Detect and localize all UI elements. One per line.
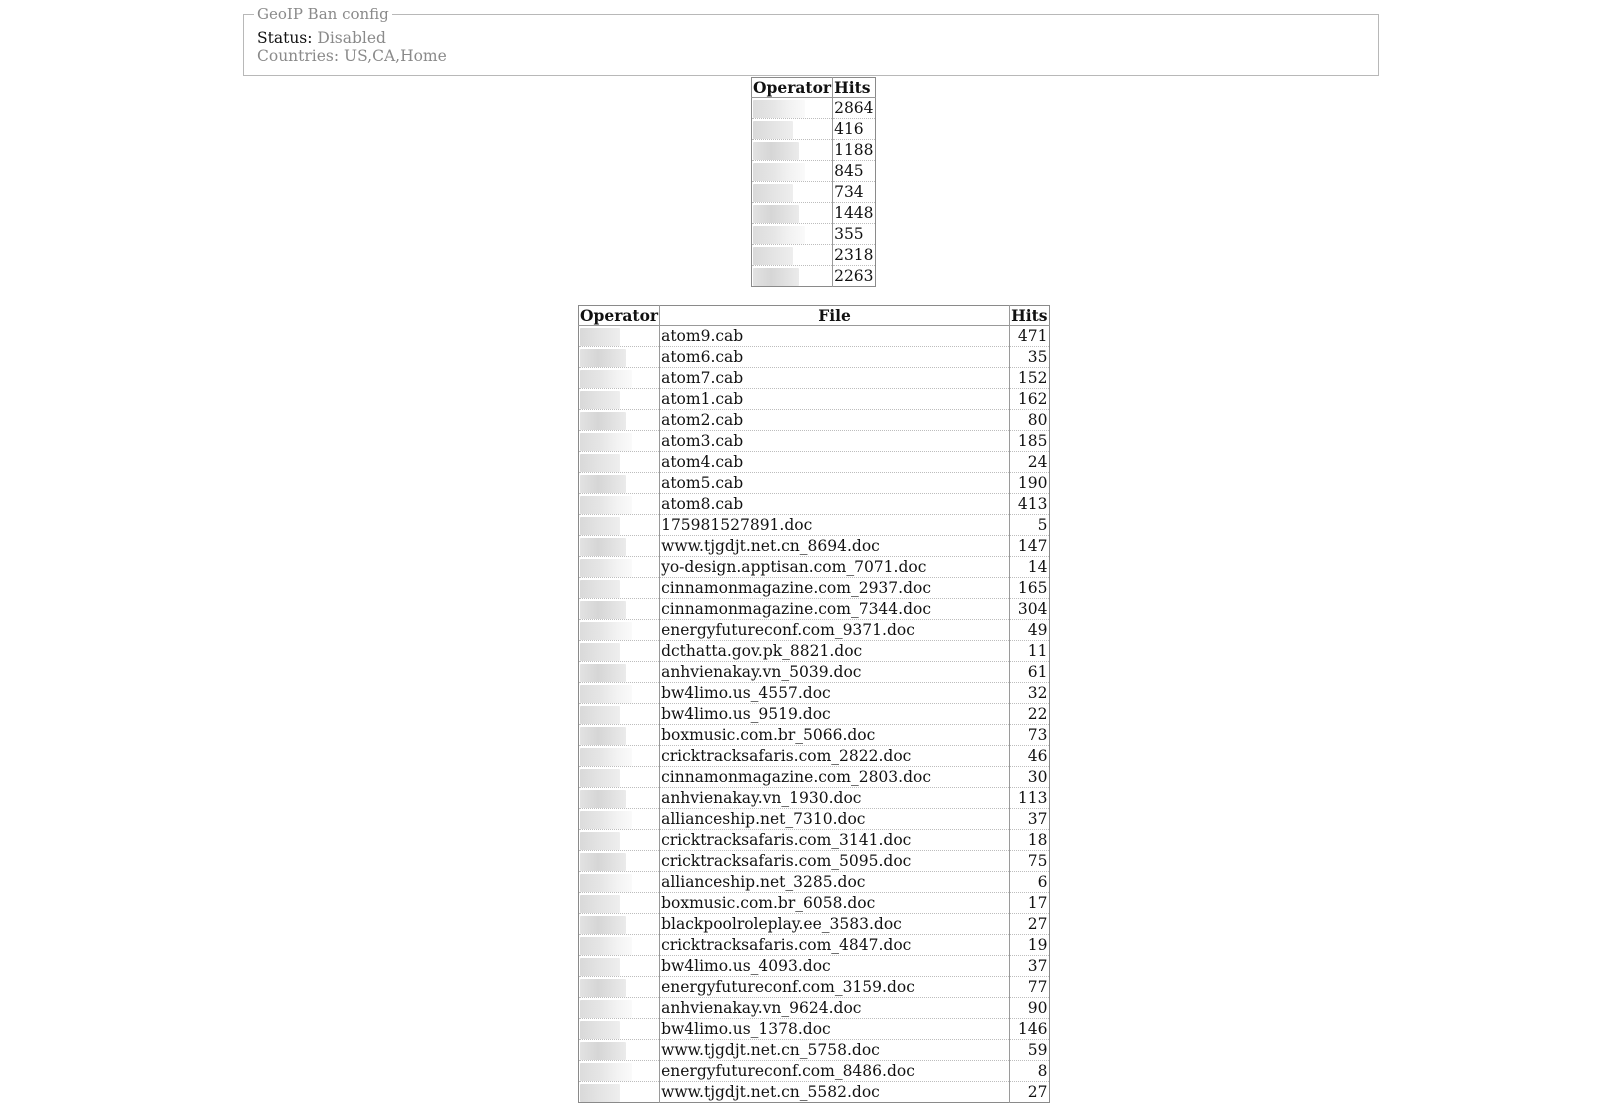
operator-cell [579, 662, 660, 683]
operator-cell [579, 767, 660, 788]
redacted-operator-name [580, 643, 620, 661]
operator-cell [579, 1040, 660, 1061]
table-row [579, 536, 1050, 557]
hits-cell: 73 [1010, 725, 1049, 746]
hits-cell: 61 [1010, 662, 1049, 683]
operator-cell [752, 161, 833, 182]
file-cell: atom5.cab [660, 473, 1010, 494]
hits-cell: 46 [1010, 746, 1049, 767]
redacted-operator-name [580, 874, 632, 892]
file-cell: cricktracksafaris.com_5095.doc [660, 851, 1010, 872]
file-cell: atom8.cab [660, 494, 1010, 515]
table-row [579, 1082, 1050, 1103]
operator-cell [579, 998, 660, 1019]
table-row [579, 431, 1050, 452]
redacted-operator-name [580, 412, 626, 430]
operator-cell [579, 683, 660, 704]
redacted-operator-name [580, 916, 626, 934]
redacted-operator-name [580, 496, 632, 514]
table-row [579, 788, 1050, 809]
geoip-panel-legend: GeoIP Ban config [254, 6, 392, 23]
operator-cell [579, 914, 660, 935]
redacted-operator-name [753, 142, 799, 160]
file-cell: atom1.cab [660, 389, 1010, 410]
geoip-countries-row [257, 47, 447, 65]
redacted-operator-name [580, 1063, 632, 1081]
redacted-operator-name [753, 163, 805, 181]
file-cell: yo-design.apptisan.com_7071.doc [660, 557, 1010, 578]
table-row [579, 641, 1050, 662]
hits-cell: 11 [1010, 641, 1049, 662]
table-row [579, 662, 1050, 683]
redacted-operator-name [580, 664, 626, 682]
column-header-hits: Hits [833, 78, 875, 98]
file-cell: atom9.cab [660, 326, 1010, 347]
file-cell: www.tjgdjt.net.cn_5758.doc [660, 1040, 1010, 1061]
table-row [579, 683, 1050, 704]
hits-cell: 18 [1010, 830, 1049, 851]
hits-cell: 147 [1010, 536, 1049, 557]
redacted-operator-name [580, 622, 632, 640]
status-label: Status: [257, 29, 313, 47]
file-cell: www.tjgdjt.net.cn_5582.doc [660, 1082, 1010, 1103]
table-row [752, 140, 876, 161]
hits-cell: 2263 [834, 267, 874, 285]
table-row [579, 1061, 1050, 1082]
table-row [579, 620, 1050, 641]
file-cell: allianceship.net_7310.doc [660, 809, 1010, 830]
table-row [579, 473, 1050, 494]
table-row [579, 767, 1050, 788]
hits-cell: 5 [1010, 515, 1049, 536]
redacted-operator-name [580, 811, 632, 829]
redacted-operator-name [580, 538, 626, 556]
redacted-operator-name [753, 247, 793, 265]
table-row [752, 161, 876, 182]
hits-cell: 37 [1010, 956, 1049, 977]
file-cell: energyfutureconf.com_3159.doc [660, 977, 1010, 998]
operator-cell [579, 515, 660, 536]
hits-cell: 1188 [834, 141, 874, 159]
operator-cell [752, 203, 833, 224]
file-cell: allianceship.net_3285.doc [660, 872, 1010, 893]
file-cell: boxmusic.com.br_5066.doc [660, 725, 1010, 746]
redacted-operator-name [580, 853, 626, 871]
table-row [579, 368, 1050, 389]
redacted-operator-name [753, 184, 793, 202]
table-row [579, 725, 1050, 746]
operator-cell [579, 1019, 660, 1040]
operator-cell [579, 809, 660, 830]
redacted-operator-name [580, 937, 632, 955]
hits-cell: 2864 [834, 99, 874, 117]
redacted-operator-name [580, 727, 626, 745]
operator-cell [579, 452, 660, 473]
table-row [579, 452, 1050, 473]
file-cell: anhvienakay.vn_1930.doc [660, 788, 1010, 809]
countries-value: US,CA,Home [344, 47, 447, 65]
redacted-operator-name [580, 832, 620, 850]
file-cell: atom4.cab [660, 452, 1010, 473]
column-header-operator: Operator [753, 77, 832, 97]
operator-cell [579, 536, 660, 557]
file-cell: cinnamonmagazine.com_2937.doc [660, 578, 1010, 599]
table-row [579, 893, 1050, 914]
table-row [579, 1019, 1050, 1040]
redacted-operator-name [580, 433, 632, 451]
redacted-operator-name [580, 790, 626, 808]
redacted-operator-name [580, 1042, 626, 1060]
geoip-status-row [257, 29, 386, 47]
operator-cell [579, 326, 660, 347]
hits-cell: 90 [1010, 998, 1049, 1019]
operator-cell [579, 788, 660, 809]
redacted-operator-name [580, 580, 620, 598]
hits-cell: 845 [833, 161, 875, 182]
redacted-operator-name [580, 979, 626, 997]
file-cell: cricktracksafaris.com_4847.doc [660, 935, 1010, 956]
table-row [579, 830, 1050, 851]
operator-cell [752, 266, 833, 287]
table-row [752, 224, 876, 245]
operator-cell [752, 245, 833, 266]
hits-cell: 22 [1010, 704, 1049, 725]
countries-label: Countries: [257, 47, 340, 65]
redacted-operator-name [753, 205, 799, 223]
operator-cell [579, 389, 660, 410]
file-cell: cricktracksafaris.com_2822.doc [660, 746, 1010, 767]
hits-cell: 59 [1010, 1040, 1049, 1061]
table-row [579, 599, 1050, 620]
redacted-operator-name [580, 559, 632, 577]
file-cell: anhvienakay.vn_5039.doc [660, 662, 1010, 683]
hits-cell: 80 [1010, 410, 1049, 431]
table-header-row [752, 78, 876, 98]
hits-cell: 77 [1010, 977, 1049, 998]
operator-cell [579, 830, 660, 851]
table-row [579, 515, 1050, 536]
column-header-hits: Hits [1011, 305, 1048, 325]
table-header-row [579, 306, 1050, 326]
redacted-operator-name [753, 226, 805, 244]
table-row [579, 389, 1050, 410]
redacted-operator-name [580, 895, 620, 913]
hits-cell: 190 [1010, 473, 1049, 494]
redacted-operator-name [580, 328, 620, 346]
operator-cell [579, 851, 660, 872]
operator-cell [579, 557, 660, 578]
redacted-operator-name [580, 769, 620, 787]
hits-cell: 32 [1010, 683, 1049, 704]
operator-hits-table [751, 77, 876, 287]
operator-cell [579, 368, 660, 389]
table-row [579, 956, 1050, 977]
operator-cell [579, 494, 660, 515]
hits-cell: 2318 [834, 246, 874, 264]
redacted-operator-name [580, 1000, 632, 1018]
column-header-file: File [660, 306, 1010, 326]
status-value: Disabled [317, 29, 386, 47]
table-row [752, 182, 876, 203]
operator-cell [579, 347, 660, 368]
file-cell: cinnamonmagazine.com_2803.doc [660, 767, 1010, 788]
operator-cell [579, 893, 660, 914]
hits-cell: 6 [1010, 872, 1049, 893]
redacted-operator-name [580, 706, 620, 724]
file-cell: cricktracksafaris.com_3141.doc [660, 830, 1010, 851]
geoip-ban-config-panel [243, 5, 1379, 76]
hits-cell: 152 [1010, 368, 1049, 389]
file-cell: energyfutureconf.com_9371.doc [660, 620, 1010, 641]
hits-cell: 37 [1010, 809, 1049, 830]
table-row [752, 203, 876, 224]
redacted-operator-name [580, 601, 626, 619]
table-row [579, 494, 1050, 515]
hits-cell: 162 [1010, 389, 1049, 410]
table-row [579, 1040, 1050, 1061]
table-row [579, 557, 1050, 578]
operator-cell [579, 956, 660, 977]
hits-cell: 24 [1010, 452, 1049, 473]
table-row [579, 935, 1050, 956]
operator-cell [752, 140, 833, 161]
table-row [579, 578, 1050, 599]
operator-cell [752, 224, 833, 245]
redacted-operator-name [753, 268, 799, 286]
operator-cell [579, 473, 660, 494]
hits-cell: 8 [1010, 1061, 1049, 1082]
file-hits-table [578, 305, 1050, 1103]
operator-cell [579, 746, 660, 767]
file-cell: cinnamonmagazine.com_7344.doc [660, 599, 1010, 620]
hits-cell: 113 [1010, 788, 1049, 809]
file-cell: boxmusic.com.br_6058.doc [660, 893, 1010, 914]
redacted-operator-name [580, 370, 632, 388]
file-cell: bw4limo.us_9519.doc [660, 704, 1010, 725]
file-cell: bw4limo.us_4093.doc [660, 956, 1010, 977]
table-row [752, 266, 876, 287]
hits-cell: 355 [833, 224, 875, 245]
hits-cell: 734 [833, 182, 875, 203]
hits-cell: 413 [1010, 494, 1049, 515]
table-row [579, 851, 1050, 872]
operator-cell [579, 578, 660, 599]
file-cell: blackpoolroleplay.ee_3583.doc [660, 914, 1010, 935]
redacted-operator-name [580, 1021, 620, 1039]
operator-cell [579, 599, 660, 620]
table-row [752, 245, 876, 266]
operator-cell [752, 98, 833, 119]
hits-cell: 49 [1010, 620, 1049, 641]
table-row [579, 809, 1050, 830]
file-cell: atom6.cab [660, 347, 1010, 368]
file-table-body [579, 326, 1050, 1103]
table-row [579, 704, 1050, 725]
operator-cell [579, 935, 660, 956]
table-row [579, 410, 1050, 431]
hits-cell: 185 [1010, 431, 1049, 452]
redacted-operator-name [580, 475, 626, 493]
operator-cell [579, 641, 660, 662]
hits-cell: 14 [1010, 557, 1049, 578]
operator-cell [579, 410, 660, 431]
redacted-operator-name [580, 517, 620, 535]
table-row [579, 746, 1050, 767]
hits-cell: 304 [1010, 599, 1049, 620]
table-row [579, 977, 1050, 998]
hits-cell: 27 [1010, 914, 1049, 935]
file-cell: 175981527891.doc [660, 515, 1010, 536]
redacted-operator-name [580, 349, 626, 367]
operator-cell [752, 182, 833, 203]
operator-table-body [752, 98, 876, 287]
hits-cell: 416 [833, 119, 875, 140]
table-row [752, 98, 876, 119]
file-cell: bw4limo.us_1378.doc [660, 1019, 1010, 1040]
table-row [579, 326, 1050, 347]
column-header-operator: Operator [580, 305, 659, 325]
hits-cell: 165 [1010, 578, 1049, 599]
file-cell: www.tjgdjt.net.cn_8694.doc [660, 536, 1010, 557]
redacted-operator-name [580, 958, 620, 976]
file-cell: atom2.cab [660, 410, 1010, 431]
table-row [579, 914, 1050, 935]
hits-cell: 471 [1010, 326, 1049, 347]
redacted-operator-name [580, 391, 620, 409]
operator-cell [579, 704, 660, 725]
hits-cell: 30 [1010, 767, 1049, 788]
hits-cell: 19 [1010, 935, 1049, 956]
table-row [579, 998, 1050, 1019]
hits-cell: 146 [1010, 1019, 1049, 1040]
hits-cell: 35 [1010, 347, 1049, 368]
file-cell: atom3.cab [660, 431, 1010, 452]
redacted-operator-name [580, 748, 632, 766]
table-row [579, 347, 1050, 368]
hits-cell: 75 [1010, 851, 1049, 872]
operator-cell [579, 977, 660, 998]
redacted-operator-name [580, 685, 632, 703]
redacted-operator-name [753, 121, 793, 139]
operator-cell [579, 1082, 660, 1103]
operator-cell [579, 872, 660, 893]
operator-cell [752, 119, 833, 140]
file-cell: dcthatta.gov.pk_8821.doc [660, 641, 1010, 662]
operator-cell [579, 1061, 660, 1082]
operator-cell [579, 431, 660, 452]
redacted-operator-name [580, 454, 620, 472]
file-cell: anhvienakay.vn_9624.doc [660, 998, 1010, 1019]
file-cell: atom7.cab [660, 368, 1010, 389]
operator-cell [579, 725, 660, 746]
hits-cell: 17 [1010, 893, 1049, 914]
hits-cell: 1448 [834, 204, 874, 222]
table-row [579, 872, 1050, 893]
file-cell: bw4limo.us_4557.doc [660, 683, 1010, 704]
operator-cell [579, 620, 660, 641]
file-cell: energyfutureconf.com_8486.doc [660, 1061, 1010, 1082]
hits-cell: 27 [1010, 1082, 1049, 1103]
table-row [752, 119, 876, 140]
redacted-operator-name [753, 100, 805, 118]
